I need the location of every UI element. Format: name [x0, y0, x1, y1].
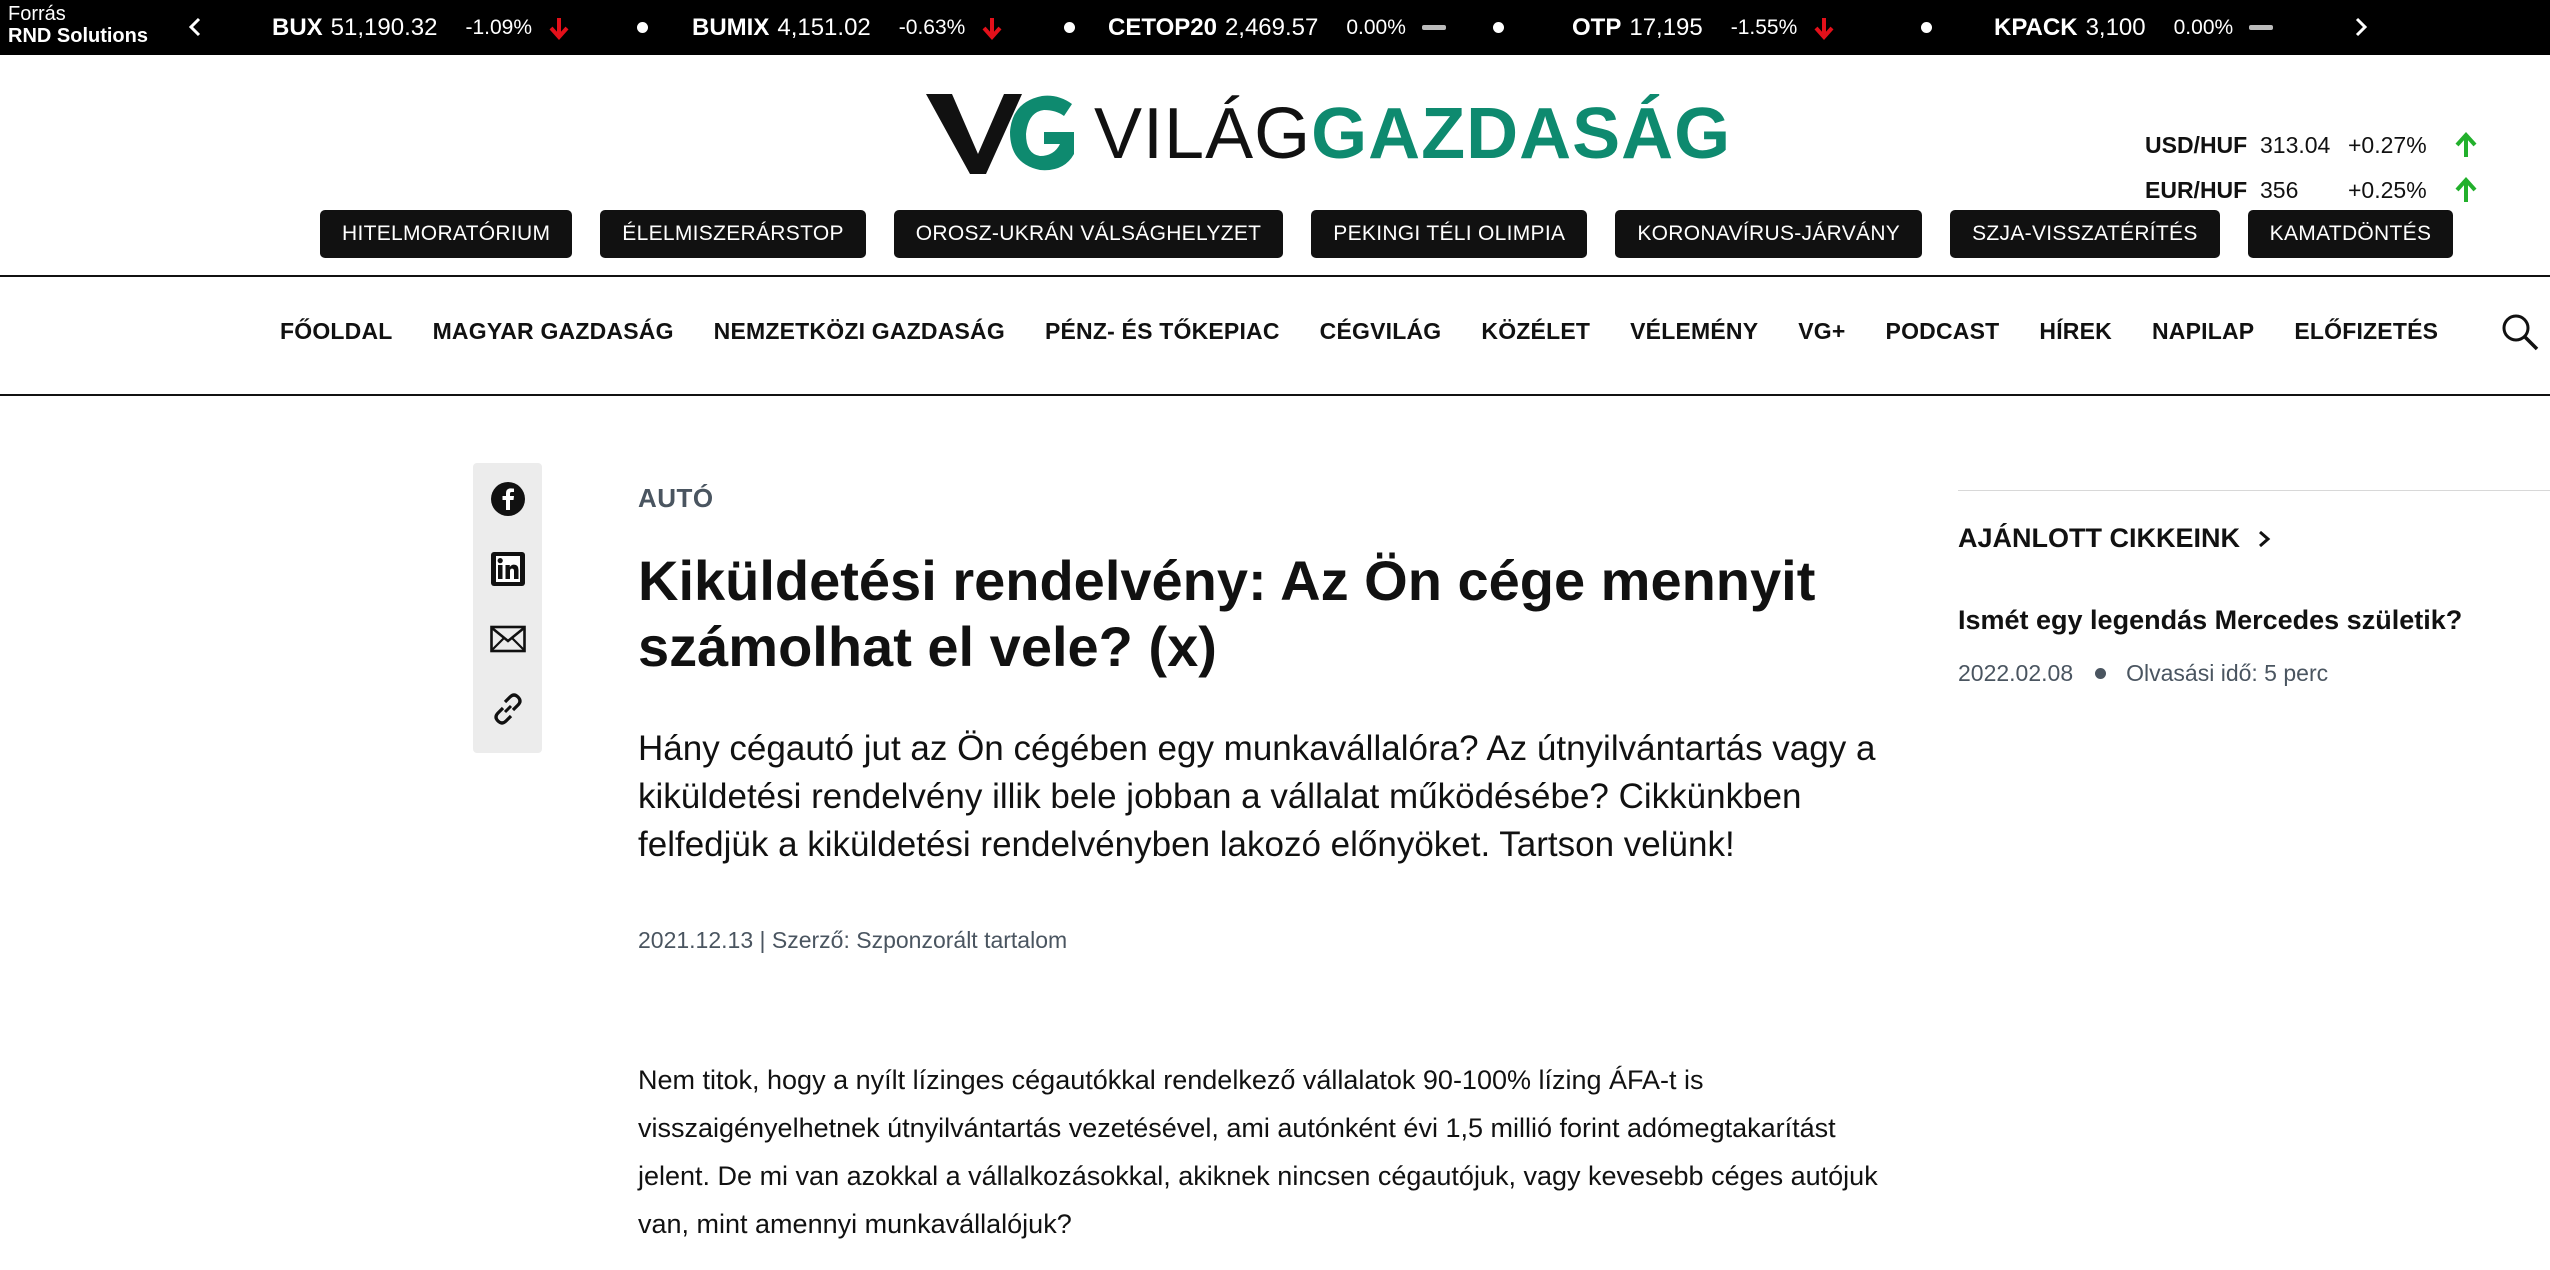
- ticker-name: BUMIX: [692, 13, 770, 41]
- recommended-article-title[interactable]: Ismét egy legendás Mercedes születik?: [1958, 605, 2463, 635]
- arrow-up-icon: [2453, 131, 2479, 159]
- header-divider: [0, 275, 2550, 277]
- fx-pair: USD/HUF: [2145, 131, 2248, 158]
- share-bar: [473, 463, 542, 753]
- site-logo[interactable]: [926, 88, 1731, 180]
- ticker-value: 3,100: [2085, 13, 2146, 41]
- nav-item-hirek[interactable]: HÍREK: [2039, 317, 2112, 344]
- recommended-article-date: 2022.02.08: [1958, 660, 2074, 686]
- ticker-source: [8, 3, 148, 47]
- topic-tag-szja[interactable]: SZJA-VISSZATÉRÍTÉS: [1950, 210, 2220, 258]
- vg-logo-icon: [926, 88, 1076, 180]
- ticker-item-cetop20[interactable]: [1108, 0, 1446, 55]
- recommended-heading[interactable]: [1958, 523, 2274, 554]
- sidebar-divider: [1958, 490, 2550, 491]
- copy-link-button[interactable]: [488, 690, 528, 728]
- facebook-icon: [489, 480, 527, 518]
- fx-rate-usd-huf: [2145, 131, 2479, 159]
- article-lead: Hány cégautó jut az Ön cégében egy munkavállalóra? Az útnyilvántartás vagy a kiküldetési rendelvény illik bele jobban a vállalat működésébe? Cikkünkben felfedjük a kiküldetési rendelvényben lakozó előnyöket. Tartson velünk!: [638, 729, 1876, 864]
- stock-ticker: [0, 0, 2550, 55]
- nav-item-podcast[interactable]: PODCAST: [1885, 317, 2000, 344]
- recommended-article-meta: [1958, 660, 2328, 687]
- ticker-value: 17,195: [1629, 13, 1703, 41]
- article-meta: 2021.12.13 | Szerző: Szponzorált tartalom: [638, 927, 1068, 953]
- search-icon: [2500, 312, 2540, 352]
- topic-tag-elelmiszerarstop[interactable]: ÉLELMISZERÁRSTOP: [600, 210, 865, 258]
- share-linkedin-button[interactable]: [488, 550, 528, 588]
- ticker-value: 2,469.57: [1224, 13, 1319, 41]
- fx-rate: 356: [2260, 176, 2299, 203]
- fx-rate: 313.04: [2260, 131, 2331, 158]
- share-email-button[interactable]: [488, 620, 528, 658]
- meta-separator-dot: [2095, 668, 2106, 679]
- ticker-name: BUX: [272, 13, 323, 41]
- nav-item-fooldal[interactable]: FŐOLDAL: [280, 317, 393, 344]
- arrow-down-icon: [548, 16, 570, 40]
- topic-tags: [320, 210, 2453, 258]
- fx-change: +0.25%: [2348, 176, 2427, 203]
- ticker-source-label: Forrás: [8, 3, 66, 25]
- ticker-separator: [1493, 22, 1504, 33]
- chevron-right-icon: [2349, 16, 2371, 38]
- nav-item-magyar-gazdasag[interactable]: MAGYAR GAZDASÁG: [432, 317, 674, 344]
- link-icon: [489, 690, 527, 728]
- nav-item-kozelet[interactable]: KÖZÉLET: [1481, 317, 1591, 344]
- nav-item-velemeny[interactable]: VÉLEMÉNY: [1630, 317, 1759, 344]
- ticker-prev-button[interactable]: [178, 9, 214, 45]
- ticker-separator: [1064, 22, 1075, 33]
- recommended-heading-label: AJÁNLOTT CIKKEINK: [1958, 523, 2240, 553]
- nav-item-cegvilag[interactable]: CÉGVILÁG: [1319, 317, 1442, 344]
- topic-tag-koronavirus[interactable]: KORONAVÍRUS-JÁRVÁNY: [1615, 210, 1922, 258]
- search-button[interactable]: [2500, 312, 2540, 352]
- ticker-item-kpack[interactable]: [1994, 0, 2273, 55]
- topic-tag-kamatdontes[interactable]: KAMATDÖNTÉS: [2248, 210, 2454, 258]
- ticker-item-otp[interactable]: [1572, 0, 1835, 55]
- ticker-name: KPACK: [1994, 13, 2078, 41]
- nav-divider: [0, 394, 2550, 396]
- flat-indicator-icon: [2249, 25, 2273, 30]
- topic-tag-orosz-ukran[interactable]: OROSZ-UKRÁN VÁLSÁGHELYZET: [894, 210, 1284, 258]
- topic-tag-pekingi-olimpia[interactable]: PEKINGI TÉLI OLIMPIA: [1311, 210, 1587, 258]
- ticker-source-name: RND Solutions: [8, 25, 148, 47]
- topic-tag-hitelmoratorium[interactable]: HITELMORATÓRIUM: [320, 210, 572, 258]
- ticker-change: -0.63%: [898, 15, 966, 39]
- main-navigation: [280, 300, 2478, 362]
- chevron-right-icon: [2254, 528, 2274, 550]
- ticker-change: -1.55%: [1730, 15, 1798, 39]
- logo-word-gazdasag: GAZDASÁG: [1311, 94, 1732, 174]
- fx-pair: EUR/HUF: [2145, 176, 2248, 203]
- ticker-change: 0.00%: [1346, 15, 1406, 39]
- nav-item-elofizetes[interactable]: ELŐFIZETÉS: [2294, 317, 2439, 344]
- chevron-left-icon: [185, 16, 207, 38]
- arrow-up-icon: [2453, 176, 2479, 204]
- ticker-item-bux[interactable]: [272, 0, 570, 55]
- article-title: Kiküldetési rendelvény: Az Ön cége mennyit számolhat el vele? (x): [638, 549, 1816, 678]
- share-facebook-button[interactable]: [488, 480, 528, 518]
- ticker-change: 0.00%: [2173, 15, 2234, 39]
- logo-word-vilag: VILÁG: [1094, 94, 1312, 174]
- linkedin-icon: [489, 550, 527, 588]
- flat-indicator-icon: [1422, 25, 1446, 30]
- ticker-name: CETOP20: [1108, 13, 1217, 41]
- ticker-name: OTP: [1572, 13, 1622, 41]
- ticker-separator: [1921, 22, 1932, 33]
- fx-change: +0.27%: [2348, 131, 2427, 158]
- arrow-down-icon: [1813, 16, 1835, 40]
- nav-item-penz-es-tokepiac[interactable]: PÉNZ- ÉS TŐKEPIAC: [1044, 317, 1280, 344]
- nav-item-vg-plus[interactable]: VG+: [1798, 317, 1846, 344]
- arrow-down-icon: [981, 16, 1003, 40]
- recommended-article-read-time: Olvasási idő: 5 perc: [2126, 660, 2329, 686]
- ticker-item-bumix[interactable]: [692, 0, 1003, 55]
- article-category[interactable]: AUTÓ: [638, 483, 714, 513]
- ticker-separator: [637, 22, 648, 33]
- ticker-value: 4,151.02: [777, 13, 871, 41]
- mail-icon: [489, 620, 527, 658]
- ticker-value: 51,190.32: [330, 13, 438, 41]
- fx-rate-eur-huf: [2145, 176, 2479, 204]
- nav-item-nemzetkozi-gazdasag[interactable]: NEMZETKÖZI GAZDASÁG: [713, 317, 1005, 344]
- nav-item-napilap[interactable]: NAPILAP: [2151, 317, 2255, 344]
- ticker-change: -1.09%: [465, 15, 532, 39]
- article-body-paragraph: Nem titok, hogy a nyílt lízinges cégautókkal rendelkező vállalatok 90-100% lízing ÁFA-t is visszaigényelhetnek útnyilvántartás vezetésével, ami autónként évi 1,5 millió forint adómegtakarítást jelent. De mi van azokkal a vállalkozásokkal, akiknek nincsen cégautójuk, vagy kevesebb céges autójuk van, mint amennyi munkavállalójuk?: [638, 1065, 1878, 1239]
- ticker-next-button[interactable]: [2342, 9, 2378, 45]
